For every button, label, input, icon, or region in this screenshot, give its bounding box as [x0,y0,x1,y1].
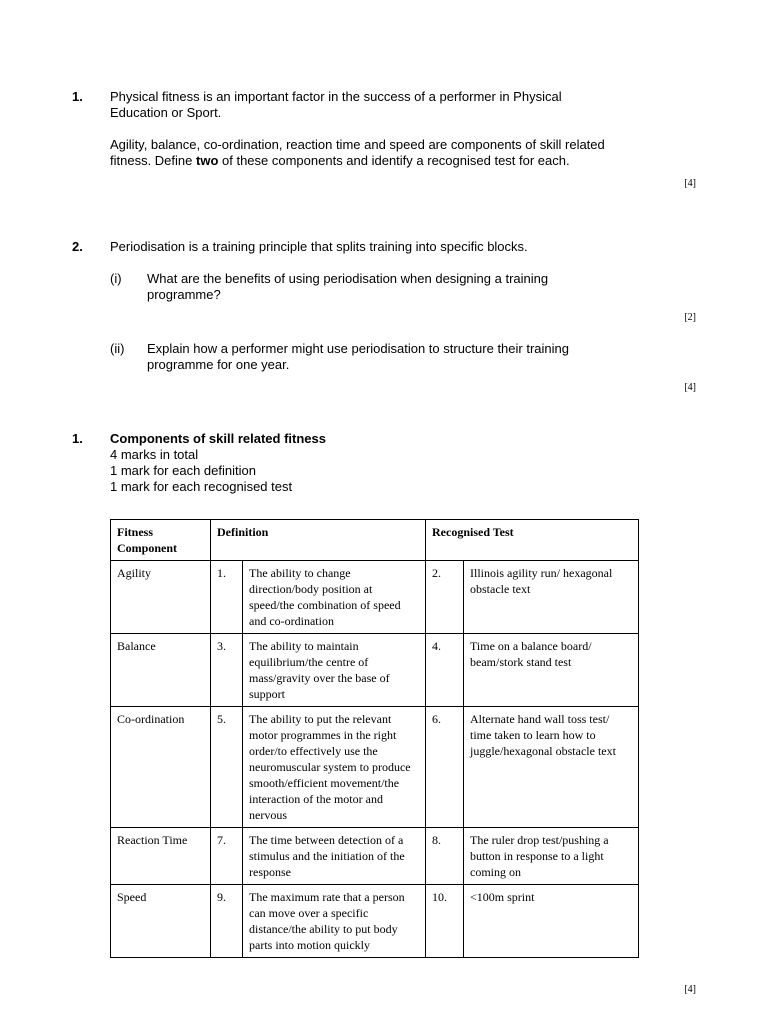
test-number: 4. [426,634,464,707]
test-number: 6. [426,707,464,828]
component-cell: Agility [111,561,211,634]
question-1-line-1: Physical fitness is an important factor in the success of a performer in Physical [110,89,562,104]
table-row [111,828,639,885]
component-cell: Balance [111,634,211,707]
question-2-part-i-text [147,271,667,303]
definition-cell: The ability to put the relevant motor programmes in the right order/to effectively use the neuromuscular system to produce smooth/efficient movement/the interaction of the motor and nervous [243,707,426,828]
definition-number: 5. [211,707,243,828]
header-recognised-test: Recognised Test [426,520,639,561]
part-i-line-2: programme? [147,287,221,302]
question-2-part-i-label: (i) [110,271,122,286]
question-2-text: Periodisation is a training principle that splits training into specific blocks. [110,239,528,254]
definition-number: 3. [211,634,243,707]
part-ii-line-1: Explain how a performer might use periodisation to structure their training [147,341,569,356]
question-1-instructions-line-1: Agility, balance, co-ordination, reaction time and speed are components of skill related [110,137,605,152]
question-2-part-ii-marks: [4] [684,382,696,393]
test-cell: <100m sprint [464,885,639,958]
question-2-part-i-marks: [2] [684,312,696,323]
definition-cell: The ability to change direction/body position at speed/the combination of speed and co-ordination [243,561,426,634]
part-ii-line-2: programme for one year. [147,357,290,372]
component-cell: Speed [111,885,211,958]
question-2-number: 2. [72,239,83,254]
test-cell: Alternate hand wall toss test/ time taken to learn how to juggle/hexagonal obstacle text [464,707,639,828]
header-fitness-component: Fitness Component [111,520,211,561]
question-1-text [110,89,670,121]
table-row [111,561,639,634]
answer-1-line: 4 marks in total [110,447,199,462]
part-i-line-1: What are the benefits of using periodisation when designing a training [147,271,549,286]
test-cell: Time on a balance board/ beam/stork stand test [464,634,639,707]
test-number: 2. [426,561,464,634]
test-number: 10. [426,885,464,958]
question-1-marks: [4] [684,178,696,189]
instructions-text-a: fitness. Define [110,153,196,168]
definition-cell: The ability to maintain equilibrium/the centre of mass/gravity over the base of support [243,634,426,707]
definition-number: 1. [211,561,243,634]
question-1-instructions [110,137,690,169]
instructions-text-b: of these components and identify a recognised test for each. [218,153,570,168]
question-1-number: 1. [72,89,83,104]
table-header-row [111,520,639,561]
header-definition: Definition [211,520,426,561]
definition-cell: The maximum rate that a person can move over a specific distance/the ability to put body parts into motion quickly [243,885,426,958]
definition-number: 9. [211,885,243,958]
table-row [111,634,639,707]
test-number: 8. [426,828,464,885]
definition-cell: The time between detection of a stimulus and the initiation of the response [243,828,426,885]
answer-1-line: 1 mark for each recognised test [110,479,293,494]
component-cell: Reaction Time [111,828,211,885]
test-cell: The ruler drop test/pushing a button in response to a light coming on [464,828,639,885]
question-2-part-ii-label: (ii) [110,341,125,356]
answer-1-block [110,431,670,495]
mark-scheme-table [110,519,639,958]
table-row [111,885,639,958]
test-cell: Illinois agility run/ hexagonal obstacle text [464,561,639,634]
question-1-line-2: Education or Sport. [110,105,222,120]
answer-1-line: 1 mark for each definition [110,463,256,478]
definition-number: 7. [211,828,243,885]
answer-1-marks: [4] [684,984,696,995]
question-2-part-ii-text [147,341,667,373]
answer-1-title: Components of skill related fitness [110,431,326,446]
table-row [111,707,639,828]
component-cell: Co-ordination [111,707,211,828]
answer-1-number: 1. [72,431,83,446]
question-1-instructions-line-2 [110,153,690,169]
instructions-bold-two: two [196,153,219,168]
